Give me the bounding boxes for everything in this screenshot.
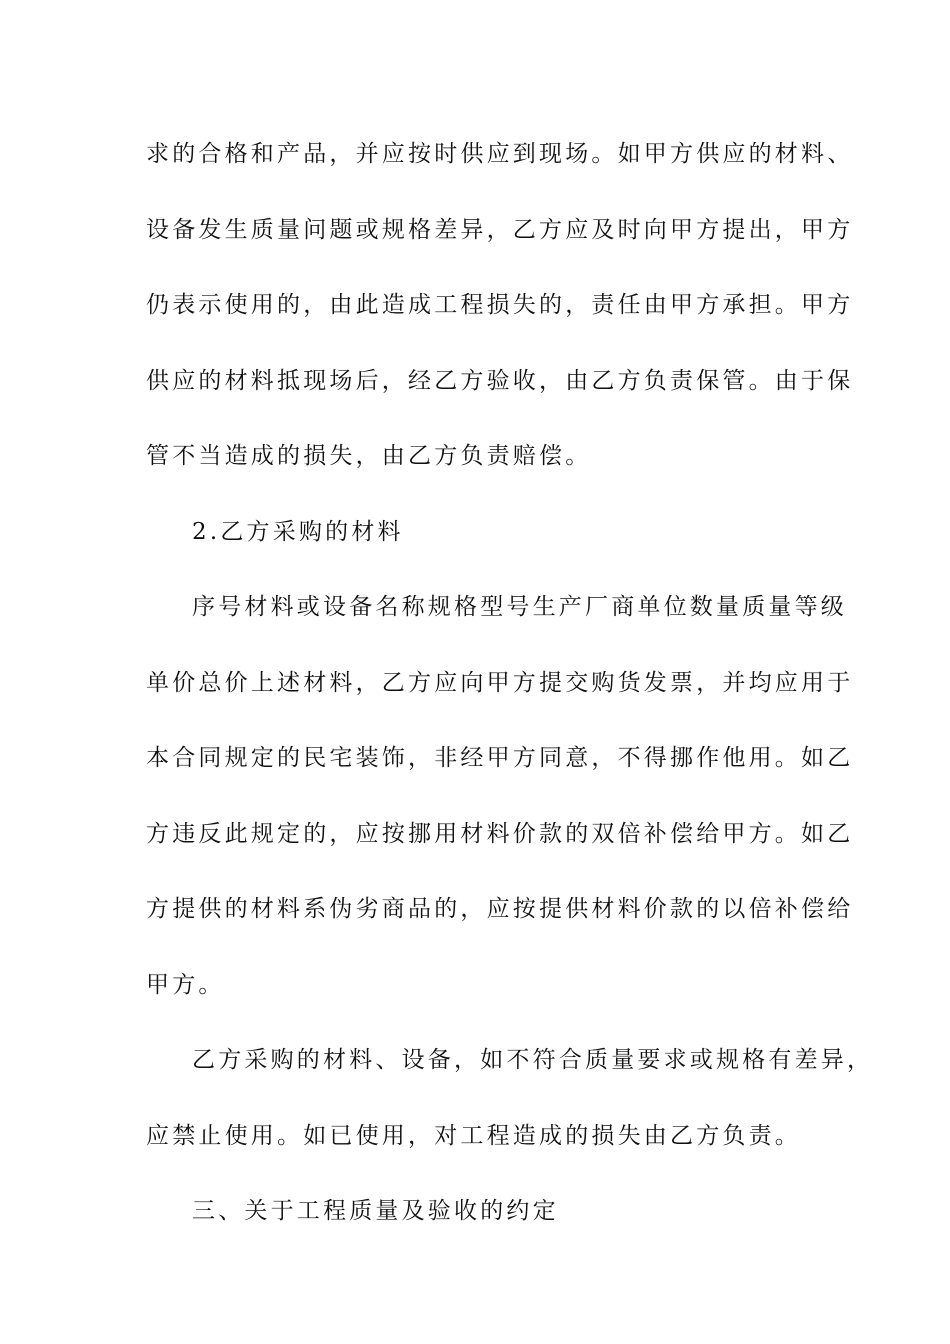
paragraph-line: 管不当造成的损失，由乙方负责赔偿。 <box>146 443 592 469</box>
paragraph-line: 方违反此规定的，应按挪用材料价款的双倍补偿给甲方。如乙 <box>146 820 854 847</box>
document-body <box>146 117 874 1250</box>
paragraph-line: 序号材料或设备名称规格型号生产厂商单位数量质量等级 <box>192 594 847 620</box>
paragraph-line: 甲方。 <box>146 971 225 998</box>
paragraph-line: 乙方采购的材料、设备，如不符合质量要求或规格有差异， <box>192 1047 874 1073</box>
paragraph-line: 求的合格和产品，并应按时供应到现场。如甲方供应的材料、 <box>146 141 854 167</box>
paragraph-line: 仍表示使用的，由此造成工程损失的，责任由甲方承担。甲方 <box>146 292 854 318</box>
paragraph-line: 单价总价上述材料，乙方应向甲方提交购货发票，并均应用于 <box>146 669 854 696</box>
section-heading: 三、关于工程质量及验收的约定 <box>192 1198 559 1224</box>
paragraph-line: 设备发生质量问题或规格差异，乙方应及时向甲方提出，甲方 <box>146 216 854 243</box>
paragraph-line: 供应的材料抵现场后，经乙方验收，由乙方负责保管。由于保 <box>146 367 854 394</box>
paragraph-line: 本合同规定的民宅装饰，非经甲方同意，不得挪作他用。如乙 <box>146 745 854 771</box>
section-heading: 2.乙方采购的材料 <box>192 518 404 545</box>
paragraph-line: 方提供的材料系伪劣商品的，应按提供材料价款的以倍补偿给 <box>146 896 854 922</box>
paragraph-line: 应禁止使用。如已使用，对工程造成的损失由乙方负责。 <box>146 1122 801 1149</box>
